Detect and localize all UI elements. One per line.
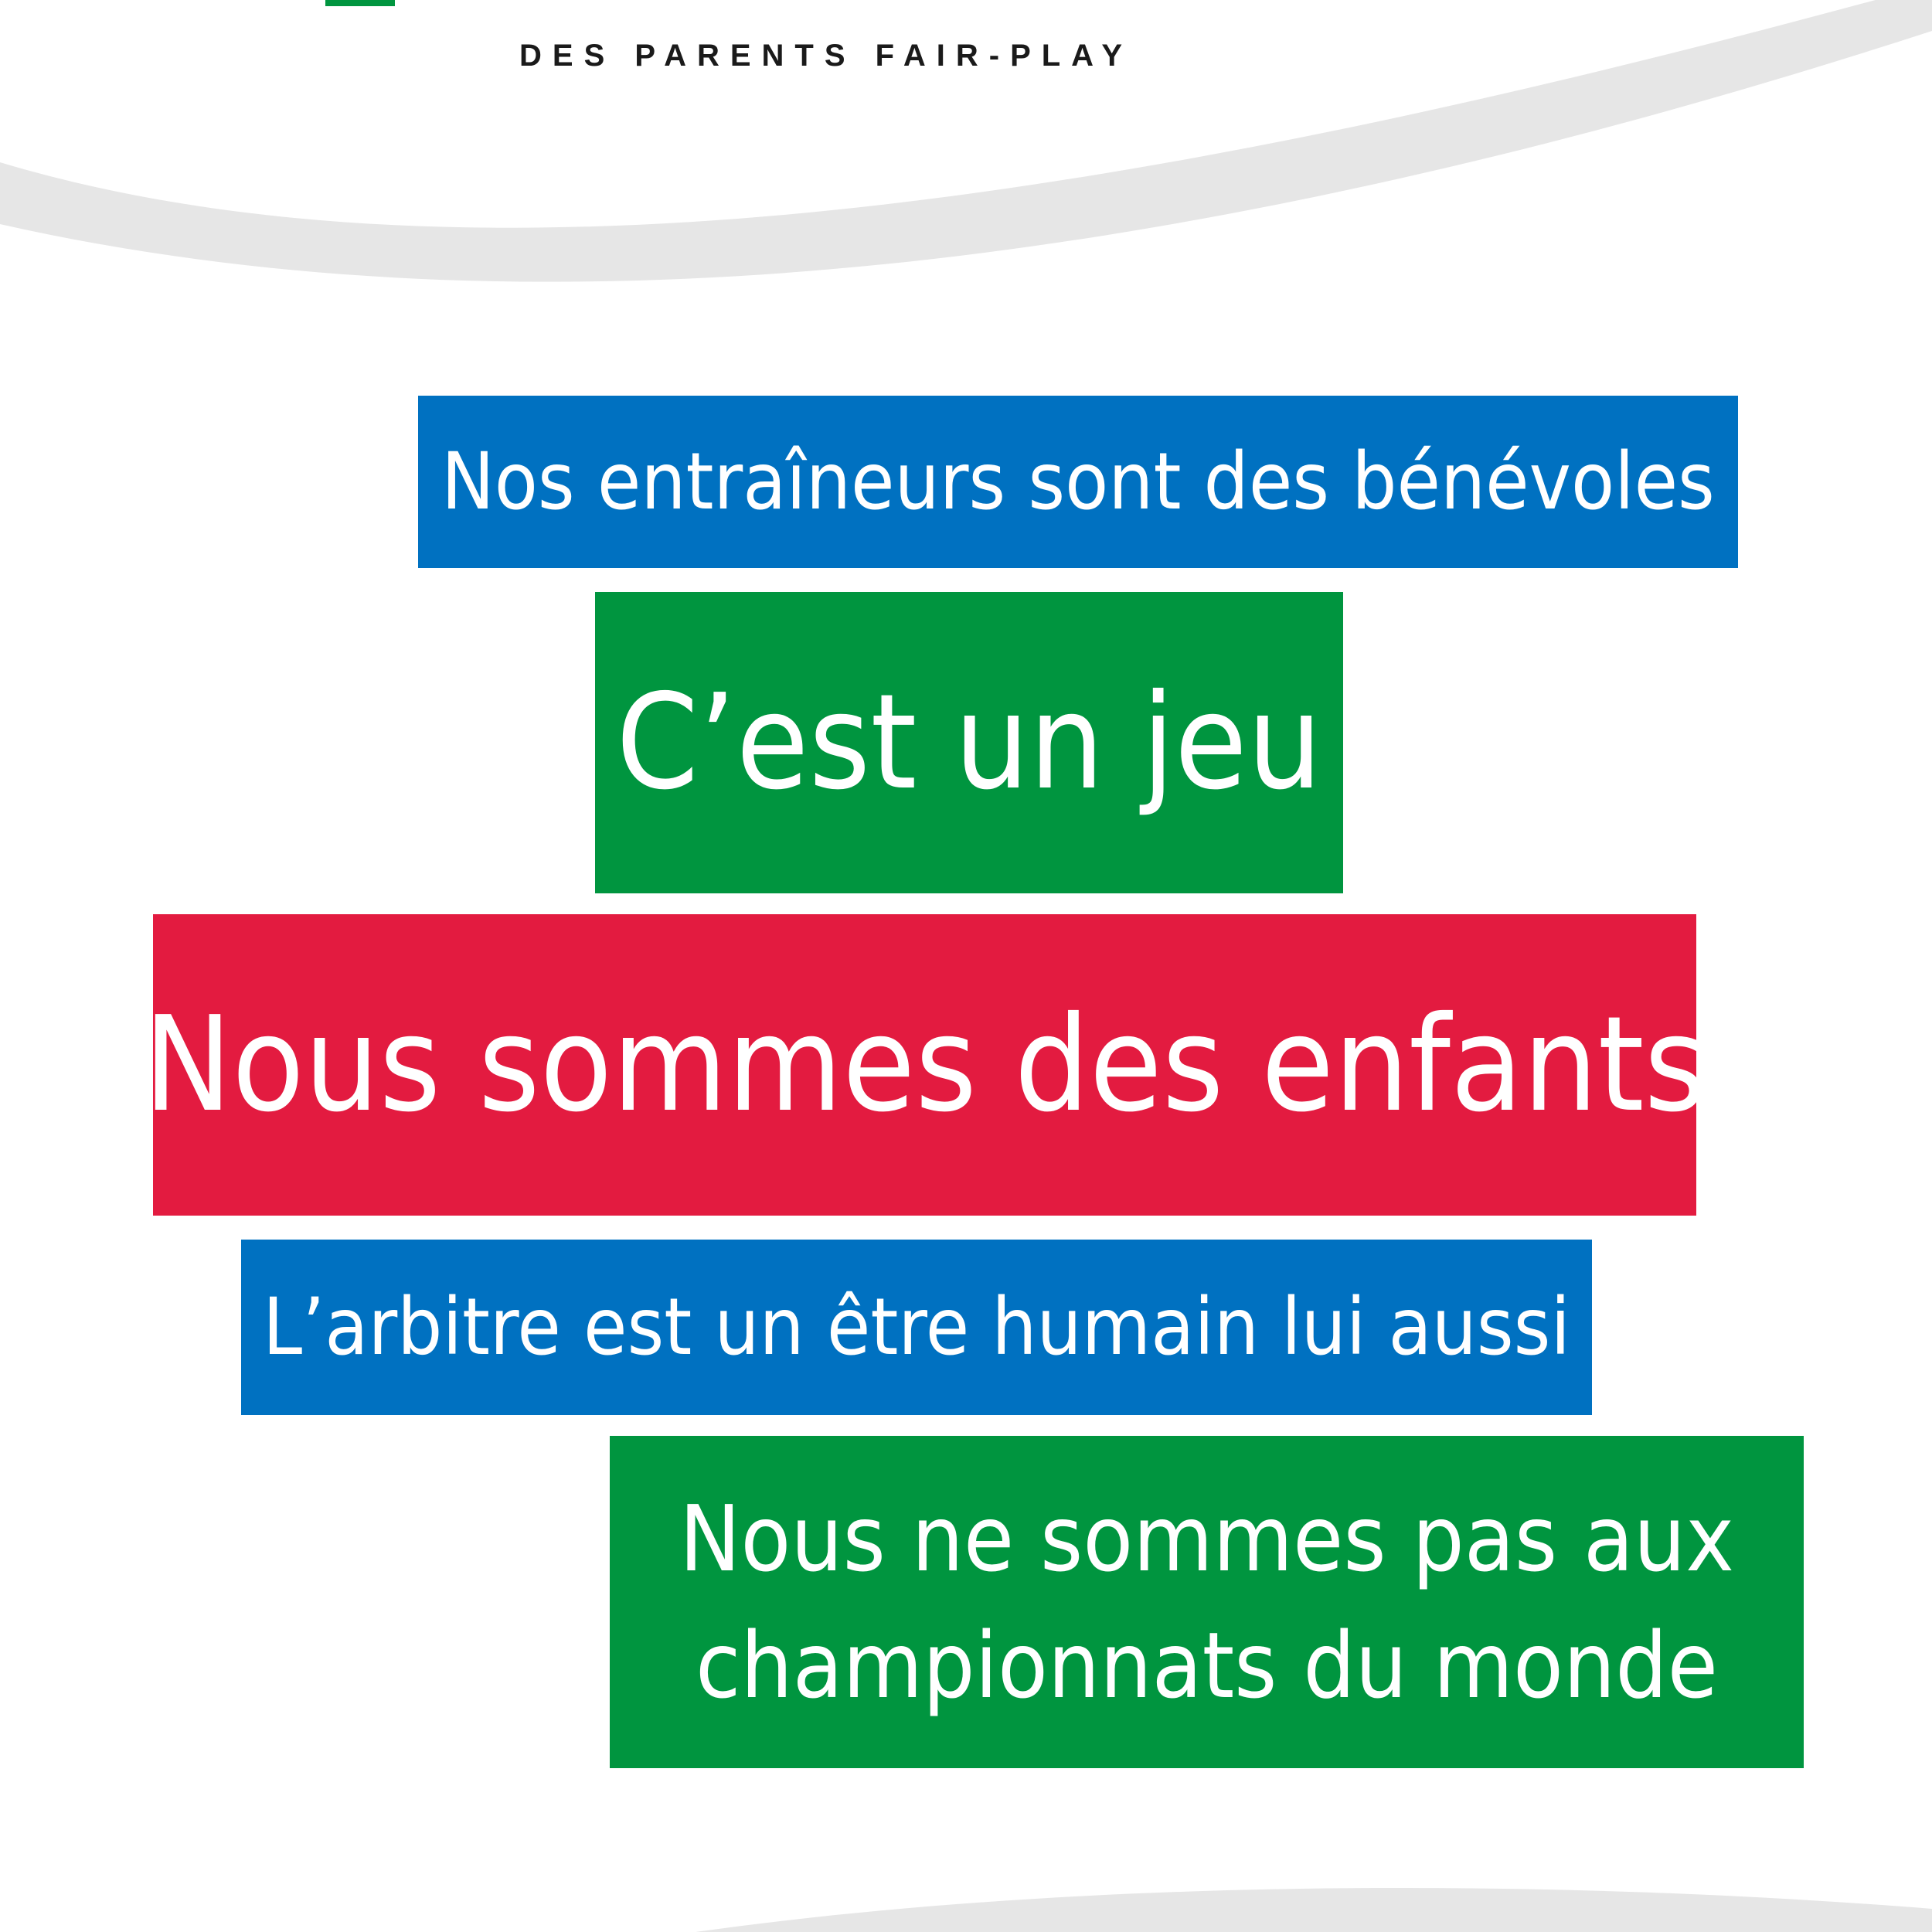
logo-green-square — [325, 0, 395, 6]
message-text-line-2: championnats du monde — [695, 1612, 1719, 1719]
message-box-championships — [610, 1436, 1804, 1768]
bottom-swoosh — [696, 1888, 1932, 1932]
message-box-game — [595, 592, 1343, 893]
message-text: C’est un jeu — [616, 666, 1322, 819]
message-box-referee — [241, 1240, 1592, 1415]
message-text: L’arbitre est un être humain lui aussi — [263, 1281, 1570, 1373]
message-box-coaches — [418, 396, 1738, 568]
poster-subtitle: DES PARENTS FAIR-PLAY — [519, 39, 1134, 73]
message-text: Nous sommes des enfants — [143, 988, 1706, 1141]
message-box-children — [143, 914, 1706, 1216]
message-text: Nos entraîneurs sont des bénévoles — [441, 436, 1715, 528]
message-text-line-1: Nous ne sommes pas aux — [679, 1485, 1735, 1592]
